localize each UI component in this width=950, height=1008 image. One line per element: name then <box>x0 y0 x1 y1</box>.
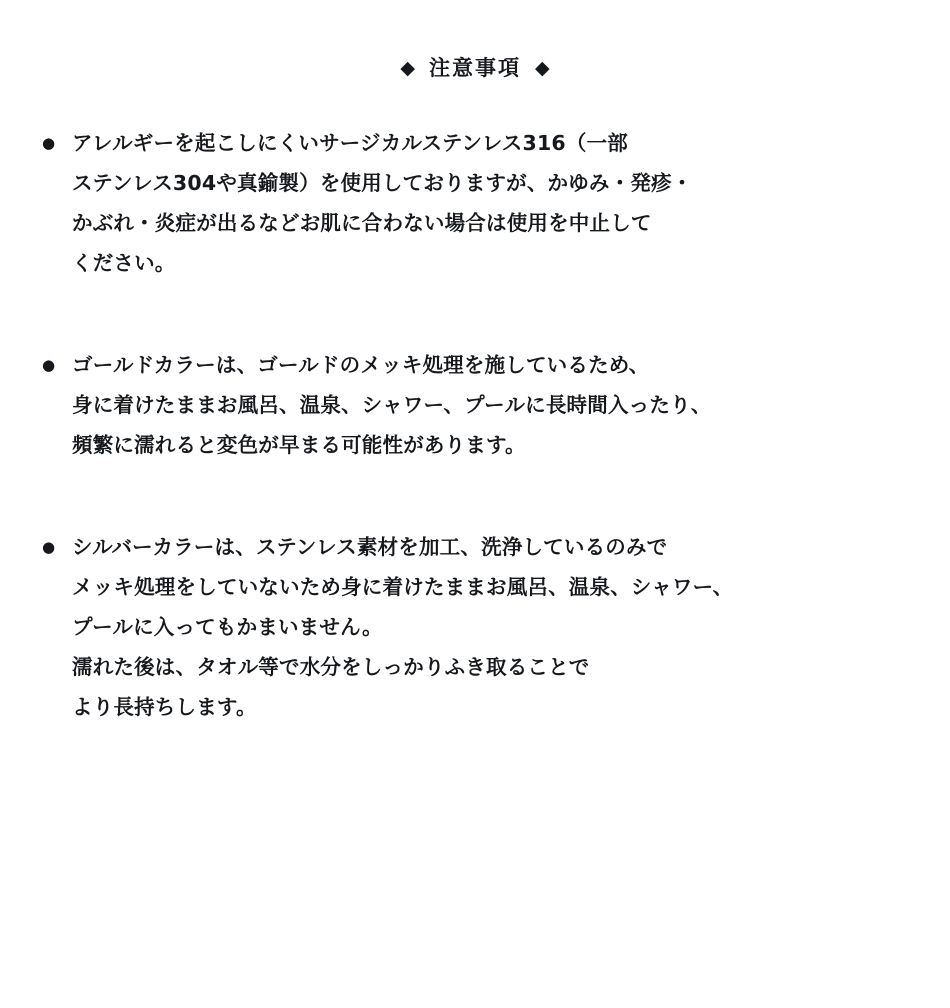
list-item <box>42 527 920 727</box>
list-item <box>42 345 920 465</box>
text-line: 身に着けたままお風呂、温泉、シャワー、プールに長時間入ったり、 <box>72 393 712 417</box>
text-line: かぶれ・炎症が出るなどお肌に合わない場合は使用を中止して <box>72 211 652 235</box>
text-line: プールに入ってもかまいません。 <box>72 615 383 639</box>
text-line: シルバーカラーは、ステンレス素材を加工、洗浄しているのみで <box>72 535 668 559</box>
text-line: 濡れた後は、タオル等で水分をしっかりふき取ることで <box>72 655 590 679</box>
text-line: ゴールドカラーは、ゴールドのメッキ処理を施しているため、 <box>72 353 650 377</box>
diamond-right-icon: ◆ <box>535 57 550 79</box>
page-title: 注意事項 <box>429 56 521 80</box>
text-line: ください。 <box>72 251 176 275</box>
bullet-icon: ● <box>42 538 56 556</box>
list-item-text <box>72 527 920 727</box>
text-line: アレルギーを起こしにくいサージカルステンレス316（一部 <box>72 131 628 155</box>
text-line: ステンレス304や真鍮製）を使用しておりますが、かゆみ・発疹・ <box>72 171 693 195</box>
notice-list <box>0 123 950 727</box>
text-line: 頻繁に濡れると変色が早まる可能性があります。 <box>72 433 526 457</box>
bullet-icon: ● <box>42 356 56 374</box>
list-item-text <box>72 345 920 465</box>
bullet-icon: ● <box>42 134 56 152</box>
list-item <box>42 123 920 283</box>
page-title-row <box>0 58 950 79</box>
notice-page <box>0 58 950 1008</box>
text-line: メッキ処理をしていないため身に着けたままお風呂、温泉、シャワー、 <box>72 575 734 599</box>
diamond-left-icon: ◆ <box>400 57 415 79</box>
text-line: より長持ちします。 <box>72 695 257 719</box>
list-item-text <box>72 123 920 283</box>
